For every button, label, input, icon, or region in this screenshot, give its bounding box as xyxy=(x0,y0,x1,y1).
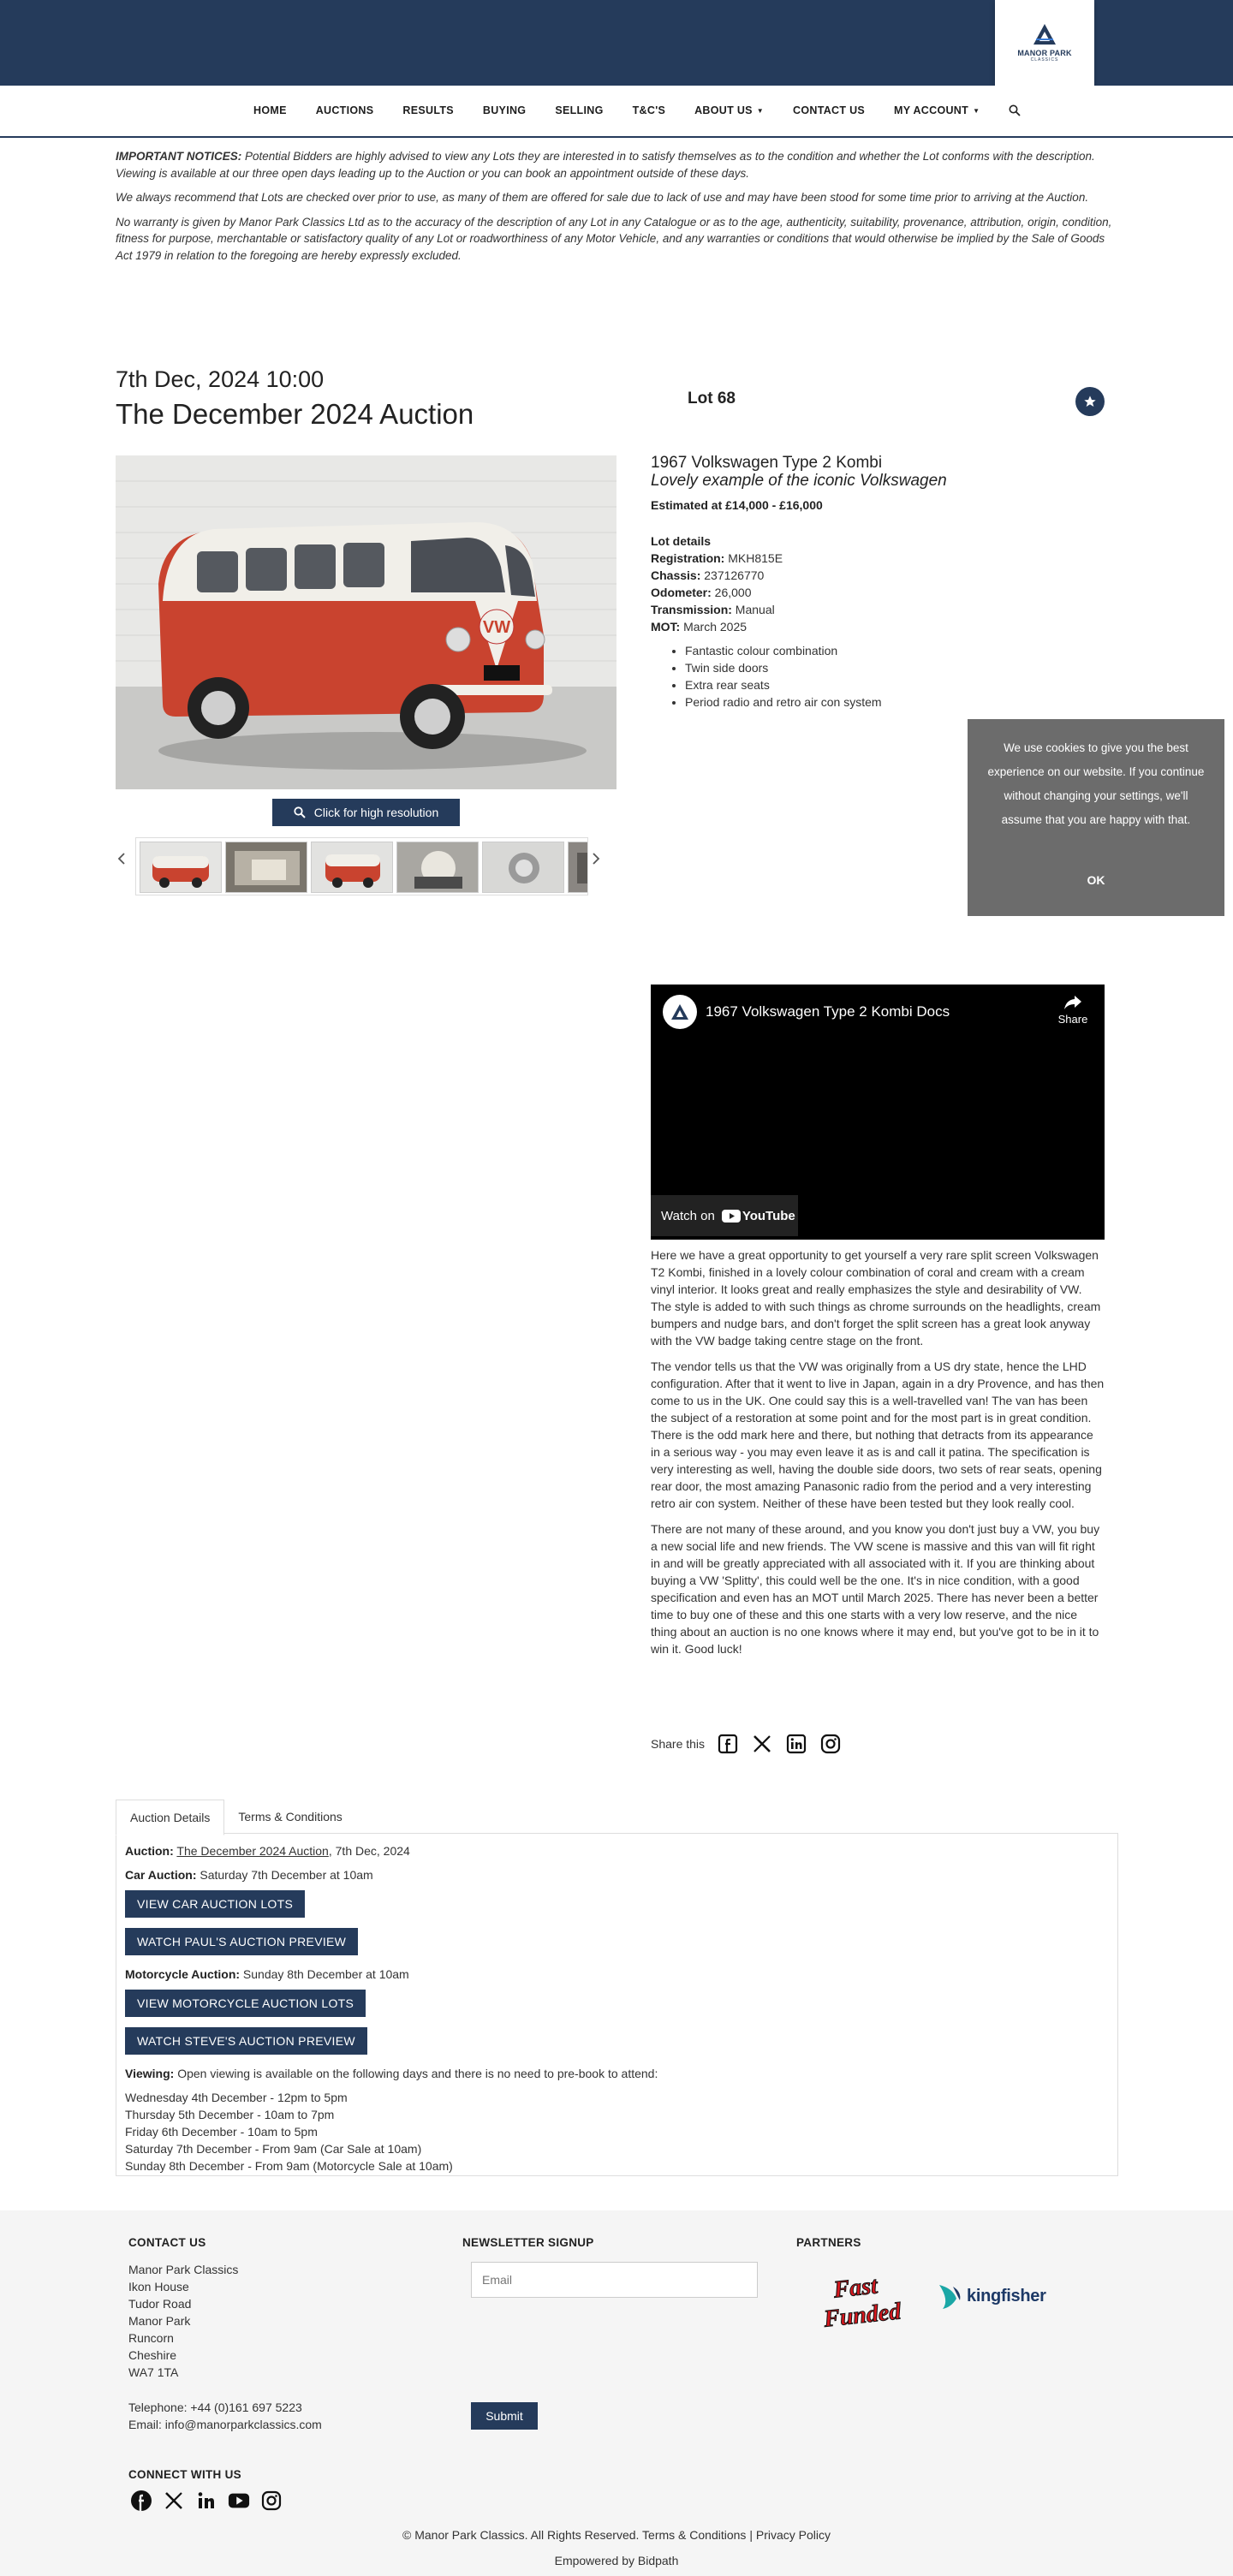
nav-home[interactable]: HOME xyxy=(253,104,287,116)
lot-main-image[interactable] xyxy=(116,455,616,789)
linkedin-icon[interactable] xyxy=(195,2490,217,2512)
x-icon[interactable] xyxy=(163,2490,185,2512)
caret-down-icon: ▼ xyxy=(756,106,765,115)
view-motorcycle-lots-button[interactable]: VIEW MOTORCYCLE AUCTION LOTS xyxy=(125,1990,366,2017)
motorcycle-auction-row: Motorcycle Auction: Sunday 8th December at 10am xyxy=(125,1967,409,1981)
thumbnail-2[interactable] xyxy=(225,842,307,893)
caret-down-icon: ▼ xyxy=(973,106,980,115)
detail-registration: Registration: MKH815E xyxy=(651,551,783,565)
address-line: Cheshire xyxy=(128,2348,177,2362)
svg-text:Fast: Fast xyxy=(831,2272,879,2304)
star-icon xyxy=(1083,395,1097,408)
feature-item: • Fantastic colour combination xyxy=(685,642,882,659)
viewing-days xyxy=(125,2089,1109,2174)
contact-phone-email xyxy=(128,2399,322,2433)
newsletter-submit-button[interactable]: Submit xyxy=(471,2402,538,2430)
search-icon xyxy=(294,806,306,818)
logo-sub: CLASSICS xyxy=(1030,57,1059,62)
address-line: Ikon House xyxy=(128,2280,189,2293)
thumbnail-3[interactable] xyxy=(311,842,393,893)
svg-text:Funded: Funded xyxy=(822,2298,902,2329)
share-arrow-icon xyxy=(1063,995,1082,1010)
watch-steve-preview-button[interactable]: WATCH STEVE'S AUCTION PREVIEW xyxy=(125,2027,367,2055)
auction-tabs xyxy=(116,1800,356,1835)
notice-3: No warranty is given by Manor Park Classics Ltd as to the accuracy of the description of any Lot in any Catalogue or as to the age, authenticity, suitability, provenance, attribution, origin, condition, fitness for purpose, merchantable or satisfactory quality of any Lot or roadworthiness of any Motor Vehicle, and any warranties or conditions that would otherwise be implied by the Sale of Goods Act 1979 in relation to the foregoing are hereby expressly excluded. xyxy=(116,215,1112,262)
x-icon[interactable] xyxy=(751,1733,773,1755)
detail-mot: MOT: March 2025 xyxy=(651,620,748,634)
logo-mark-icon xyxy=(1033,23,1057,45)
auction-row: Auction: The December 2024 Auction, 7th Dec, 2024 xyxy=(125,1844,410,1858)
nav-buying[interactable]: BUYING xyxy=(482,104,527,116)
high-resolution-label: Click for high resolution xyxy=(313,806,439,819)
feature-item: • Extra rear seats xyxy=(685,676,882,693)
chevron-left-icon xyxy=(117,852,126,866)
share-label: Share this xyxy=(651,1737,706,1751)
watch-paul-preview-button[interactable]: WATCH PAUL'S AUCTION PREVIEW xyxy=(125,1928,358,1955)
channel-avatar[interactable] xyxy=(663,995,697,1029)
viewing-day: Wednesday 4th December - 12pm to 5pm xyxy=(125,2091,348,2104)
facebook-icon[interactable] xyxy=(717,1733,739,1755)
cookie-ok-button[interactable]: OK xyxy=(1087,873,1105,887)
high-resolution-button[interactable] xyxy=(272,799,460,826)
description-paragraph: The vendor tells us that the VW was originally from a US dry state, hence the LHD configuration. After that it went to live in Japan, again in a dry Provence, and has then come to us in the UK. One could say this is a well-travelled van! The van has been the subject of a restoration at some point and for the most part is in great condition. There is the odd mark here and there, but nothing that detracts from its appearance in a serious way - you may even leave it as is and call it patina. The specification is very interesting as well, having the double side doors, two sets of rear seats, opening rear door, the most amazing Panasonic radio from the period and a very interesting retro air con system. Neither of these have been tested but they look really cool. xyxy=(651,1359,1105,1510)
logo-name: MANOR PARK xyxy=(1017,49,1072,57)
thumbnail-6[interactable] xyxy=(568,842,588,893)
lot-details-heading: Lot details xyxy=(651,534,712,548)
address-line: Manor Park xyxy=(128,2314,191,2328)
detail-transmission: Transmission: Manual xyxy=(651,603,775,616)
lot-title: 1967 Volkswagen Type 2 Kombi xyxy=(651,454,883,472)
cookie-banner xyxy=(968,719,1224,916)
auction-title: The December 2024 Auction xyxy=(116,398,474,430)
nav-my-account[interactable]: MY ACCOUNT ▼ xyxy=(894,104,980,116)
viewing-day: Thursday 5th December - 10am to 7pm xyxy=(125,2108,335,2121)
nav-selling[interactable]: SELLING xyxy=(555,104,604,116)
nav-terms[interactable]: T&C'S xyxy=(632,104,666,116)
channel-logo-icon xyxy=(670,1002,690,1022)
thumbnail-4[interactable] xyxy=(396,842,479,893)
thumbnail-strip xyxy=(135,837,588,895)
svg-text:VW: VW xyxy=(482,618,511,637)
youtube-play-icon xyxy=(722,1210,741,1223)
linkedin-icon[interactable] xyxy=(785,1733,807,1755)
lot-features xyxy=(685,642,882,711)
auction-date: 7th Dec, 2024 10:00 xyxy=(116,366,325,392)
thumbnail-next-button[interactable] xyxy=(591,850,601,867)
tab-terms-conditions[interactable]: Terms & Conditions xyxy=(238,1810,342,1823)
video-title[interactable]: 1967 Volkswagen Type 2 Kombi Docs xyxy=(706,1003,950,1020)
video-share-label: Share xyxy=(1057,1013,1088,1026)
facebook-icon[interactable] xyxy=(130,2490,152,2512)
watch-on-youtube-button[interactable] xyxy=(651,1195,798,1236)
video-share-button[interactable] xyxy=(1051,995,1094,1026)
watchlist-star-button[interactable] xyxy=(1075,387,1105,416)
lot-subtitle: Lovely example of the iconic Volkswagen xyxy=(651,472,947,490)
description-paragraph: Here we have a great opportunity to get yourself a very rare split screen Volkswagen T2 Kombi, finished in a lovely colour combination of coral and cream with a cream vinyl interior. It looks great and really emphasizes the style and desirability of VW. The style is added to with such things as chrome surrounds on the headlights, cream bumpers and nudge bars, and don't forget the split screen has a great look anyway with the VW badge taking centre stage on the front. xyxy=(651,1248,1101,1347)
telephone[interactable]: Telephone: +44 (0)161 697 5223 xyxy=(128,2400,302,2414)
nav-about-us[interactable]: ABOUT US ▼ xyxy=(694,104,765,116)
fast-funded-logo[interactable] xyxy=(805,2266,916,2329)
view-car-lots-button[interactable]: VIEW CAR AUCTION LOTS xyxy=(125,1890,305,1918)
youtube-icon[interactable] xyxy=(228,2490,250,2512)
nav-contact-us[interactable]: CONTACT US xyxy=(793,104,866,116)
newsletter-heading: NEWSLETTER SIGNUP xyxy=(462,2236,594,2249)
tab-auction-details[interactable]: Auction Details xyxy=(116,1800,224,1835)
main-navbar xyxy=(0,86,1233,138)
copyright-line: © Manor Park Classics. All Rights Reserved. Terms & Conditions | Privacy Policy xyxy=(402,2528,831,2542)
address-line: WA7 1TA xyxy=(128,2365,179,2379)
notice-2: We always recommend that Lots are checked over prior to use, as many of them are offered for sale due to lack of use and may have been stood for some time prior to arriving at the Auction. xyxy=(116,191,1089,204)
youtube-logo: YouTube xyxy=(722,1209,795,1223)
address-line: Tudor Road xyxy=(128,2297,192,2311)
terms-link[interactable]: Terms & Conditions xyxy=(642,2528,747,2542)
privacy-link[interactable]: Privacy Policy xyxy=(755,2528,831,2542)
viewing-day: Friday 6th December - 10am to 5pm xyxy=(125,2125,318,2139)
connect-heading: CONNECT WITH US xyxy=(128,2468,241,2481)
share-row xyxy=(651,1733,854,1755)
watch-on-label: Watch on xyxy=(661,1208,715,1223)
lot-details xyxy=(651,532,783,635)
kingfisher-bird-icon xyxy=(938,2282,963,2311)
search-icon[interactable] xyxy=(1009,104,1021,116)
nav-auctions[interactable]: AUCTIONS xyxy=(315,104,374,116)
notice-1: IMPORTANT NOTICES: Potential Bidders are highly advised to view any Lots they are interested in to satisfy themselves as to the condition and whether the Lot conforms with the description. Viewing is available at our three open days leading up to the Auction or you can book an appointment outside of these days. xyxy=(116,150,1095,180)
detail-chassis: Chassis: 237126770 xyxy=(651,568,765,582)
nav-results[interactable]: RESULTS xyxy=(402,104,454,116)
auction-details-panel xyxy=(116,1833,1118,2176)
instagram-icon[interactable] xyxy=(260,2490,283,2512)
contact-address xyxy=(128,2261,238,2381)
address-line: Runcorn xyxy=(128,2331,174,2345)
viewing-row: Viewing: Open viewing is available on the following days and there is no need to pre-book to attend: xyxy=(125,2067,658,2080)
lot-estimate: Estimated at £14,000 - £16,000 xyxy=(651,498,823,512)
feature-item: • Twin side doors xyxy=(685,659,882,676)
car-auction-row: Car Auction: Saturday 7th December at 10am xyxy=(125,1868,373,1882)
youtube-video-embed[interactable] xyxy=(651,985,1105,1240)
chevron-right-icon xyxy=(592,852,600,866)
newsletter-email-input[interactable] xyxy=(471,2262,758,2298)
kingfisher-logo[interactable]: kingfisher xyxy=(938,2282,1046,2311)
nav-list xyxy=(253,104,1021,116)
thumbnail-prev-button[interactable] xyxy=(116,850,127,867)
empowered-by[interactable]: Empowered by Bidpath xyxy=(554,2554,679,2567)
thumbnail-5[interactable] xyxy=(482,842,564,893)
lot-number: Lot 68 xyxy=(688,390,736,408)
viewing-day: Sunday 8th December - From 9am (Motorcycle Sale at 10am) xyxy=(125,2159,453,2173)
important-notices xyxy=(116,148,1117,271)
site-logo[interactable] xyxy=(995,0,1094,86)
lot-description xyxy=(651,1246,1105,1666)
viewing-day: Saturday 7th December - From 9am (Car Sale at 10am) xyxy=(125,2142,422,2156)
description-paragraph: There are not many of these around, and you know you don't just buy a VW, you buy a new social life and new friends. The VW scene is massive and this van will fit right in and will be greatly appreciated with all associated with it. If you are thinking about buying a VW 'Splitty', this could well be the one. It's in nice condition, with a good specification and even has an MOT until March 2025. There has never been a better time to buy one of these and this one starts with a very low reserve, and the nice thing about an auction is no one knows where it may end, but you've got to be in it to win it. Good luck! xyxy=(651,1522,1100,1656)
vw-van-photo xyxy=(116,455,616,789)
partners-heading: PARTNERS xyxy=(796,2236,861,2249)
social-links xyxy=(130,2490,293,2512)
contact-heading: CONTACT US xyxy=(128,2236,206,2249)
detail-odometer: Odometer: 26,000 xyxy=(651,586,752,599)
email[interactable]: Email: info@manorparkclassics.com xyxy=(128,2418,322,2431)
thumbnail-1[interactable] xyxy=(140,842,222,893)
feature-item: • Period radio and retro air con system xyxy=(685,693,882,711)
auction-link[interactable]: The December 2024 Auction xyxy=(176,1844,329,1858)
cookie-text: We use cookies to give you the best experience on our website. If you continue without changing your settings, we'll assume that you are happy with that. xyxy=(987,741,1205,826)
instagram-icon[interactable] xyxy=(819,1733,842,1755)
address-line: Manor Park Classics xyxy=(128,2263,239,2276)
